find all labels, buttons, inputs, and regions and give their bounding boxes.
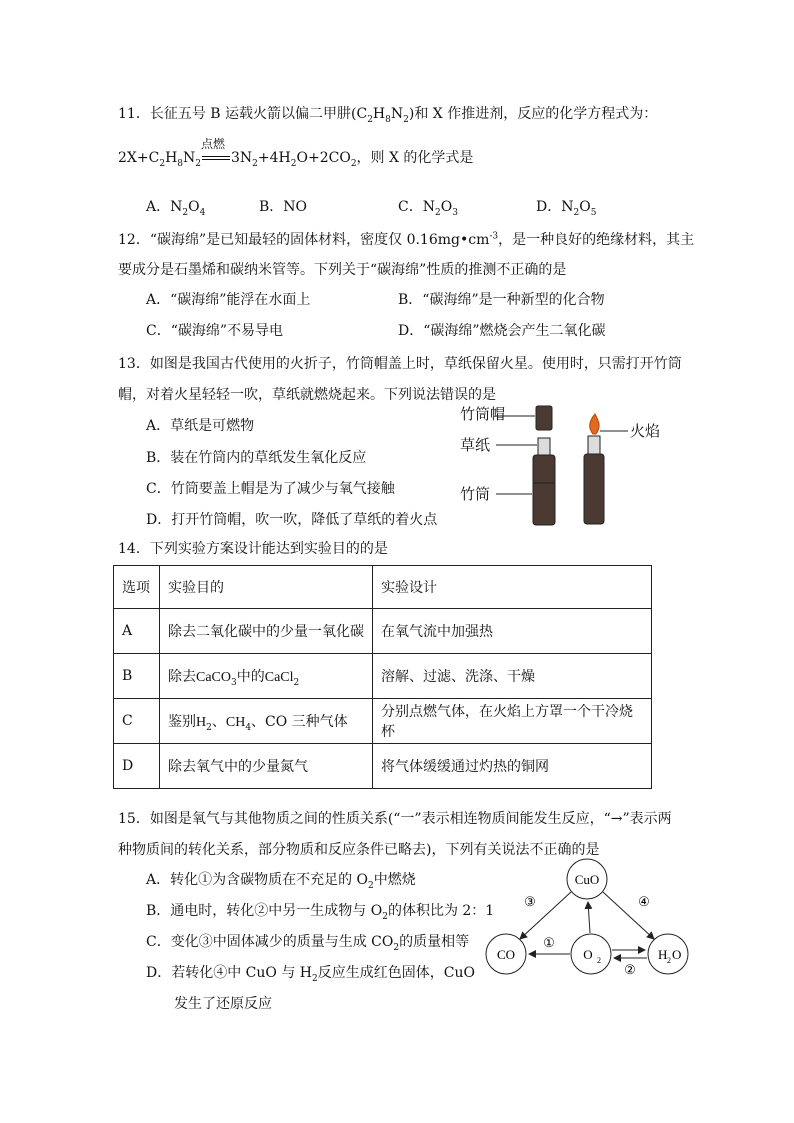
q13-option-c: C．竹筒要盖上帽是为了减少与氧气接触 [146,481,395,497]
lit-bamboo-tube [584,454,604,524]
label-h2o-o: O [672,947,682,962]
table-row [114,654,652,699]
label-n2: ② [624,963,636,978]
q12-stem-line1: 12．“碳海绵”是已知最轻的固体材料，密度仅 $0.16mg•cm^{-3}$，是一种良好的绝缘材料，其主 [118,231,695,248]
q12-stem-line2: 要成分是石墨烯和碳纳米管等。下列关于“碳海绵”性质的推测不正确的是 [118,262,567,278]
q12-option-b: B．“碳海绵”是一种新型的化合物 [398,292,605,308]
q12-option-c: C．“碳海绵”不易导电 [146,323,284,339]
q11-equation: $2X+C_2H_8N_2$ 点燃 $3N_2+4H_2O+2CO_2$，则 X 的化学式是 [118,148,473,168]
q15-option-b: B．通电时，转化②中另一生成物与 $O_2$的体积比为 2：1 [146,903,495,922]
row-option: A [114,609,160,654]
q15-option-d-line2: 发生了还原反应 [174,996,272,1012]
label-straw-paper: 草纸 [460,436,491,454]
q14-table [113,565,652,789]
label-h2o-sub: 2 [667,956,671,965]
row-option: D [114,744,160,789]
row-goal: 鉴别$H_2$、$CH_4$、CO 三种气体 [160,699,373,744]
row-goal: 除去CaCO$_3$中的CaCl$_2$ [160,654,373,699]
row-option: C [114,699,160,744]
arrow-o2-cuo [588,902,590,933]
label-co: CO [496,947,516,962]
header-goal: 实验目的 [160,566,373,609]
q15-stem-line2: 种物质间的转化关系，部分物质和反应条件已略去)，下列有关说法不正确的是 [118,842,600,858]
q14-stem: 14．下列实验方案设计能达到实验目的的是 [118,541,388,557]
q11-option-d: D．$N_2O_5$ [536,199,597,218]
row-design: 将气体缓缓通过灼热的铜网 [373,744,652,789]
q11-option-c: C．$N_2O_3$ [398,199,458,218]
table-row [114,609,652,654]
q15-option-c: C．变化③中固体减少的质量与生成 $CO_2$的质量相等 [146,934,470,953]
q11-option-b: B．NO [259,199,308,215]
q13-option-a: A．草纸是可燃物 [146,418,255,434]
reaction-condition: 点燃 [201,137,226,151]
flame-icon [590,414,599,434]
q15-option-a: A．转化①为含碳物质在不充足的 $O_2$中燃烧 [146,872,416,891]
label-n1: ① [543,936,555,951]
q15-stem-line1: 15．如图是氧气与其他物质之间的性质关系(“一”表示相连物质间能发生反应，“→”表示两 [118,811,672,827]
row-goal: 除去氧气中的少量氮气 [160,744,373,789]
q13-option-d: D．打开竹筒帽，吹一吹，降低了草纸的着火点 [146,512,438,528]
q11-option-a: A．$N_2O_4$ [146,199,206,218]
bamboo-tube [533,455,555,525]
label-cuo: CuO [574,872,600,887]
q12-option-d: D．“碳海绵”燃烧会产生二氧化碳 [398,323,606,339]
table-row [114,699,652,744]
q12-option-a: A．“碳海绵”能浮在水面上 [146,292,311,308]
bamboo-cap [536,406,552,430]
label-o2: O [583,947,593,962]
row-option: B [114,654,160,699]
label-h2o-h: H [658,947,668,962]
q15-option-d: D．若转化④中 CuO 与 $H_2$反应生成红色固体，CuO [146,965,475,984]
node-h2o [648,934,688,974]
label-bamboo-tube: 竹筒 [460,485,491,503]
q13-option-b: B．装在竹筒内的草纸发生氧化反应 [146,450,367,466]
header-design: 实验设计 [373,566,652,609]
label-n4: ④ [638,895,650,910]
row-goal: 除去二氧化碳中的少量一氧化碳 [160,609,373,654]
header-option: 选项 [114,566,160,609]
table-row [114,744,652,789]
row-design: 在氧气流中加强热 [373,609,652,654]
label-flame: 火焰 [630,422,661,440]
row-design: 分别点燃气体，在火焰上方罩一个干冷烧杯 [373,699,652,744]
label-n3: ③ [524,895,536,910]
row-design: 溶解、过滤、洗涤、干燥 [373,654,652,699]
table-header-row [114,566,652,609]
q13-stem-line2: 帽，对着火星轻轻一吹，草纸就燃烧起来。下列说法错误的是 [118,387,496,403]
label-o2-sub: 2 [597,956,601,965]
q11-stem: 11．长征五号 B 运载火箭以偏二甲肼$(C_2H_8N_2)$和 X 作推进剂，反应的化学方程式为： [118,106,658,125]
straw-paper [538,438,550,456]
label-bamboo-cap: 竹筒帽 [460,405,506,423]
oxygen-relation-diagram [478,852,698,992]
q13-stem-line1: 13．如图是我国古代使用的火折子，竹筒帽盖上时，草纸保留火星。使用时，只需打开竹筒 [118,356,682,372]
